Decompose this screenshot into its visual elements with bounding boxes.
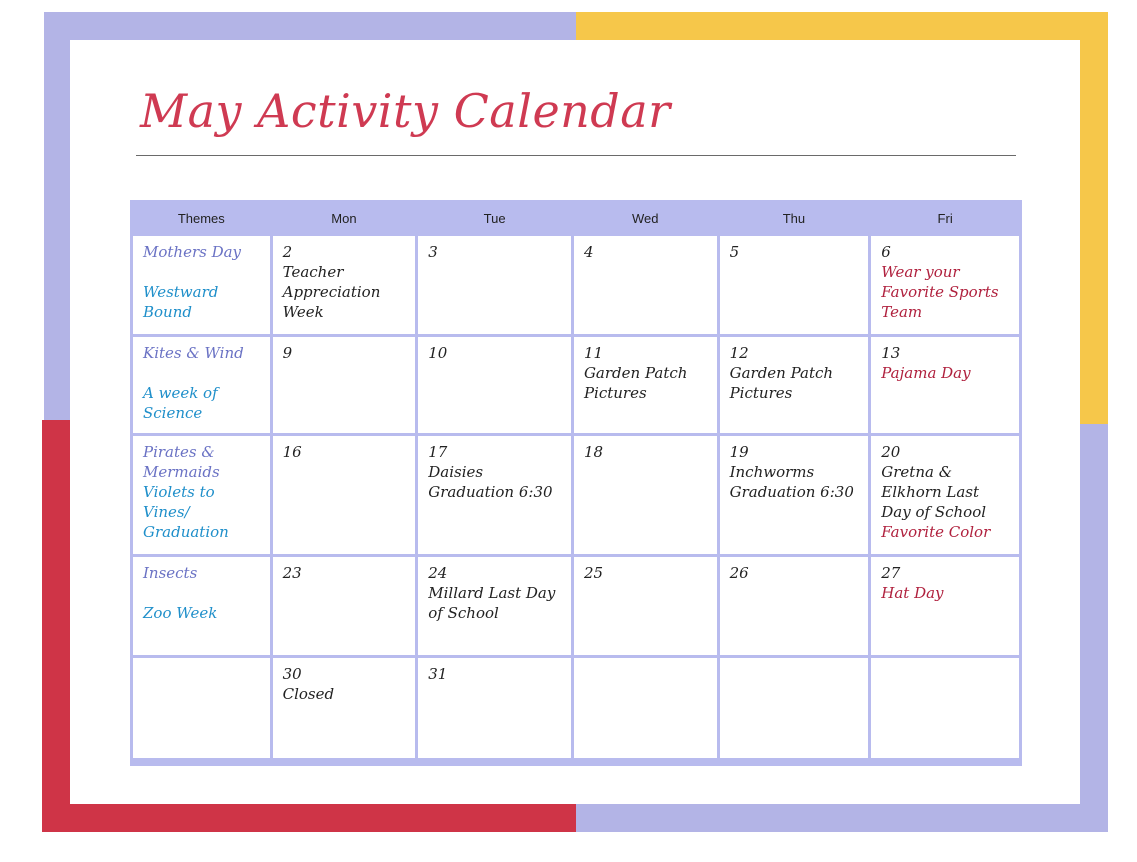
day-number: 11 (583, 344, 604, 362)
highlight-event-label: Wear your Favorite Sports Team (881, 263, 999, 321)
day-cell (871, 557, 1019, 655)
day-number: 27 (881, 564, 901, 582)
day-cell (574, 337, 717, 433)
day-cell (720, 236, 869, 334)
calendar-grid (130, 200, 1022, 766)
theme-cell (133, 236, 270, 334)
day-cell (418, 436, 571, 554)
day-cell (720, 436, 869, 554)
day-number: 3 (428, 243, 438, 261)
day-number: 24 (428, 564, 448, 582)
day-number: 12 (729, 344, 749, 362)
day-number: 4 (583, 243, 594, 261)
event-label: Millard Last Day of School (428, 584, 556, 622)
frame-lavender-right (1080, 424, 1108, 832)
day-number: 23 (282, 564, 302, 582)
day-cell (720, 557, 869, 655)
day-cell (574, 436, 717, 554)
header-row (133, 203, 1019, 233)
day-number: 25 (583, 564, 604, 582)
day-cell (418, 658, 571, 758)
frame-lavender-left (44, 12, 72, 422)
theme-primary-label: Kites & Wind (143, 344, 244, 362)
header-wed: Wed (632, 210, 659, 226)
header-fri: Fri (937, 210, 953, 226)
week-row (133, 236, 1019, 334)
day-number: 13 (881, 344, 901, 362)
highlight-event-label: Favorite Color (881, 523, 991, 541)
frame-yellow-top (576, 12, 1108, 40)
day-cell (574, 658, 717, 758)
theme-cell (133, 557, 270, 655)
day-cell (273, 236, 416, 334)
week-row (133, 658, 1019, 758)
day-cell (871, 337, 1019, 433)
event-label: Garden Patch Pictures (729, 364, 834, 402)
week-row (133, 436, 1019, 554)
theme-primary-label: Mothers Day (143, 243, 242, 261)
day-cell (273, 658, 416, 758)
day-number: 20 (881, 443, 901, 461)
frame-yellow-right (1080, 12, 1108, 426)
day-number: 17 (428, 443, 448, 461)
calendar-table (130, 200, 1022, 761)
day-number: 19 (729, 443, 749, 461)
day-cell (418, 236, 571, 334)
day-cell (720, 337, 869, 433)
day-cell (720, 658, 869, 758)
day-cell (273, 436, 416, 554)
day-number: 16 (282, 443, 302, 461)
theme-primary-label: Insects (143, 564, 198, 582)
event-label: Daisies Graduation 6:30 (428, 463, 553, 501)
title-divider (136, 155, 1016, 156)
day-cell (574, 236, 717, 334)
theme-primary-label: Pirates & Mermaids (143, 443, 220, 481)
event-label: Teacher Appreciation Week (282, 263, 381, 321)
header-mon: Mon (331, 210, 357, 226)
day-cell (418, 557, 571, 655)
day-number: 2 (282, 243, 293, 261)
theme-secondary-label: Violets to Vines/ Graduation (143, 483, 229, 541)
theme-secondary-label: Westward Bound (143, 283, 219, 321)
frame-lavender-top (44, 12, 576, 40)
day-number: 31 (428, 665, 448, 683)
day-number: 10 (428, 344, 448, 362)
day-cell (574, 557, 717, 655)
day-number: 9 (282, 344, 293, 362)
event-label: Gretna & Elkhorn Last Day of School (881, 463, 987, 521)
frame-red-left (42, 420, 70, 832)
header-tue: Tue (483, 210, 506, 226)
header-thu: Thu (782, 210, 806, 226)
page-title: May Activity Calendar (140, 84, 671, 138)
day-number: 5 (729, 243, 740, 261)
frame-lavender-bottom (576, 804, 1108, 832)
frame-red-bottom (42, 804, 576, 832)
event-label: Garden Patch Pictures (583, 364, 688, 402)
day-number: 26 (729, 564, 749, 582)
day-cell (273, 557, 416, 655)
event-label: Closed (282, 685, 335, 703)
theme-cell (133, 337, 270, 433)
day-number: 18 (583, 443, 604, 461)
day-number: 30 (282, 665, 302, 683)
day-cell (871, 658, 1019, 758)
week-row (133, 557, 1019, 655)
day-cell (273, 337, 416, 433)
header-themes: Themes (177, 210, 225, 226)
theme-secondary-label: Zoo Week (143, 604, 218, 622)
event-label: Inchworms Graduation 6:30 (729, 463, 854, 501)
theme-cell (133, 658, 270, 758)
week-row (133, 337, 1019, 433)
theme-secondary-label: A week of Science (143, 384, 218, 422)
highlight-event-label: Pajama Day (881, 364, 971, 382)
highlight-event-label: Hat Day (881, 584, 944, 602)
day-cell (871, 236, 1019, 334)
day-cell (871, 436, 1019, 554)
day-cell (418, 337, 571, 433)
theme-cell (133, 436, 270, 554)
day-number: 6 (881, 243, 891, 261)
